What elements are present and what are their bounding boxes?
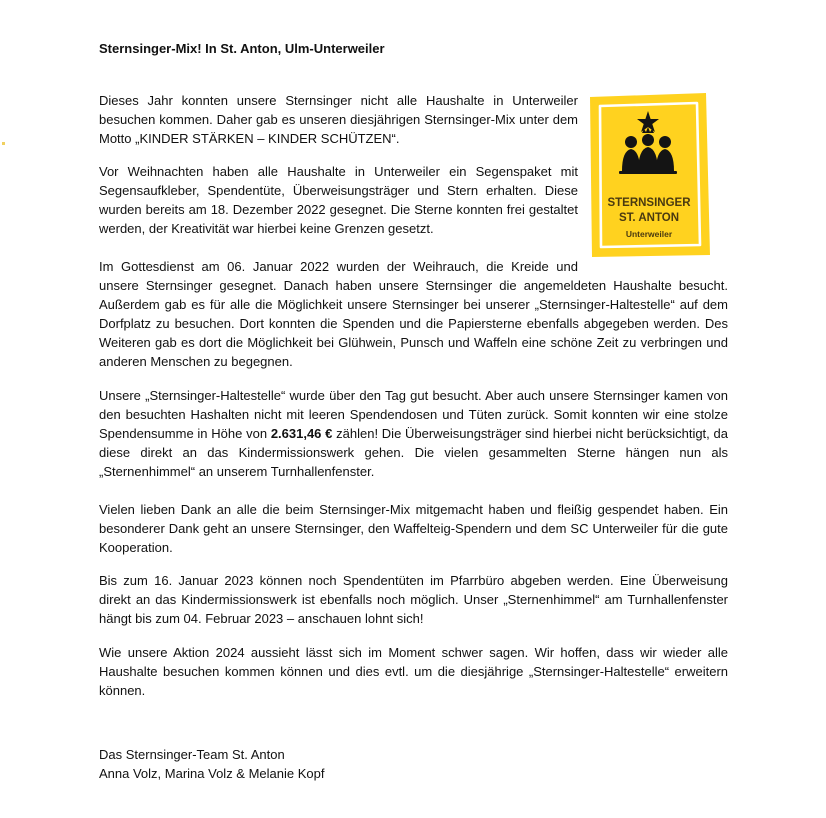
paragraph-haltestelle-end: zählen! Die Überweisungsträger sind hierbei nicht berücksichtigt, da diese direkt an das Kindermissionswerk gehen. Die vielen gesammelten Sterne hängen nun als „Sternenhimmel“ an unserem Turnhallenfenster. <box>99 426 728 479</box>
paragraph-aktion-2024: Wie unsere Aktion 2024 aussieht lässt sich im Moment schwer sagen. Wir hoffen, dass wir wieder alle Haushalte besuchen kommen können und dies evtl. um die diesjährige „Sternsinger-Haltestelle“ erweitern können. <box>99 645 728 698</box>
donation-amount: 2.631,46 € <box>270 426 333 441</box>
signature-names: Anna Volz, Marina Volz & Melanie Kopf <box>99 766 325 781</box>
paragraph-dank: Vielen lieben Dank an alle die beim Sternsinger-Mix mitgemacht haben und fleißig gespendet haben. Ein besonderer Dank geht an unsere Sternsinger, den Waffelteig-Spendern und dem SC Unterweiler für die gute Kooperation. <box>99 502 728 555</box>
paragraph-intro: Dieses Jahr konnten unsere Sternsinger nicht alle Haushalte in Unterweiler besuchen kommen. Daher gab es unseren diesjährigen Sternsinger-Mix unter dem Motto „KINDER STÄRKEN – KINDER SCHÜTZEN“. <box>99 93 578 146</box>
signature-team: Das Sternsinger-Team St. Anton <box>99 747 285 762</box>
document-title: Sternsinger-Mix! In St. Anton, Ulm-Unterweiler <box>99 41 385 56</box>
sternsinger-logo <box>586 91 712 259</box>
logo-line-st-anton: ST. ANTON <box>618 212 680 224</box>
paragraph-haltestelle-start: Unsere „Sternsinger-Haltestelle“ wurde über den Tag gut besucht. Aber auch unsere Sternsinger kamen von den besuchten Hashalten nicht mit leeren Spendendosen und Tüten zurück. Somit konnten wir eine stolze Spendensumme in Höhe von <box>99 388 728 441</box>
paragraph-spendentueten: Bis zum 16. Januar 2023 können noch Spendentüten im Pfarrbüro abgeben werden. Eine Überweisung direkt an das Kindermissionswerk ist ebenfalls noch möglich. Unser „Sternenhimmel“ am Turnhallenfenster hängt bis zum 04. Februar 2023 – anschauen lohnt sich! <box>99 573 728 626</box>
margin-mark <box>2 142 5 145</box>
paragraph-gottesdienst <box>99 257 728 371</box>
paragraph-haltestelle <box>99 386 728 481</box>
logo-line-unterweiler: Unterweiler <box>625 229 673 239</box>
paragraph-gottesdienst-first-line: Im Gottesdienst am 06. Januar 2022 wurden der Weihrauch, die Kreide und <box>99 259 578 274</box>
paragraph-segenspaket: Vor Weihnachten haben alle Haushalte in Unterweiler ein Segenspaket mit Segensaufkleber, Spendentüte, Überweisungsträger und Stern erhalten. Diese wurden bereits am 18. Dezember 2022 gesegnet. Die Sterne konnten frei gestaltet werden, der Kreativität war hierbei keine Grenzen gesetzt. <box>99 164 578 236</box>
logo-line-sternsinger: STERNSINGER <box>607 197 691 209</box>
signature-block <box>99 745 324 783</box>
paragraph-gottesdienst-rest: unsere Sternsinger gesegnet. Danach haben unsere Sternsinger die angemeldeten Haushalte besucht. Außerdem gab es für alle die Möglichkeit unsere Sternsinger bei unserer „Sternsinger-Haltestelle“ auf dem Dorfplatz zu besuchen. Dort konnten die Spenden und die Papiersterne ebenfalls abgegeben werden. Des Weiteren gab es dort die Möglichkeit bei Glühwein, Punsch und Waffeln eine schöne Zeit zu verbringen und anderen Menschen zu begegnen. <box>99 278 728 369</box>
